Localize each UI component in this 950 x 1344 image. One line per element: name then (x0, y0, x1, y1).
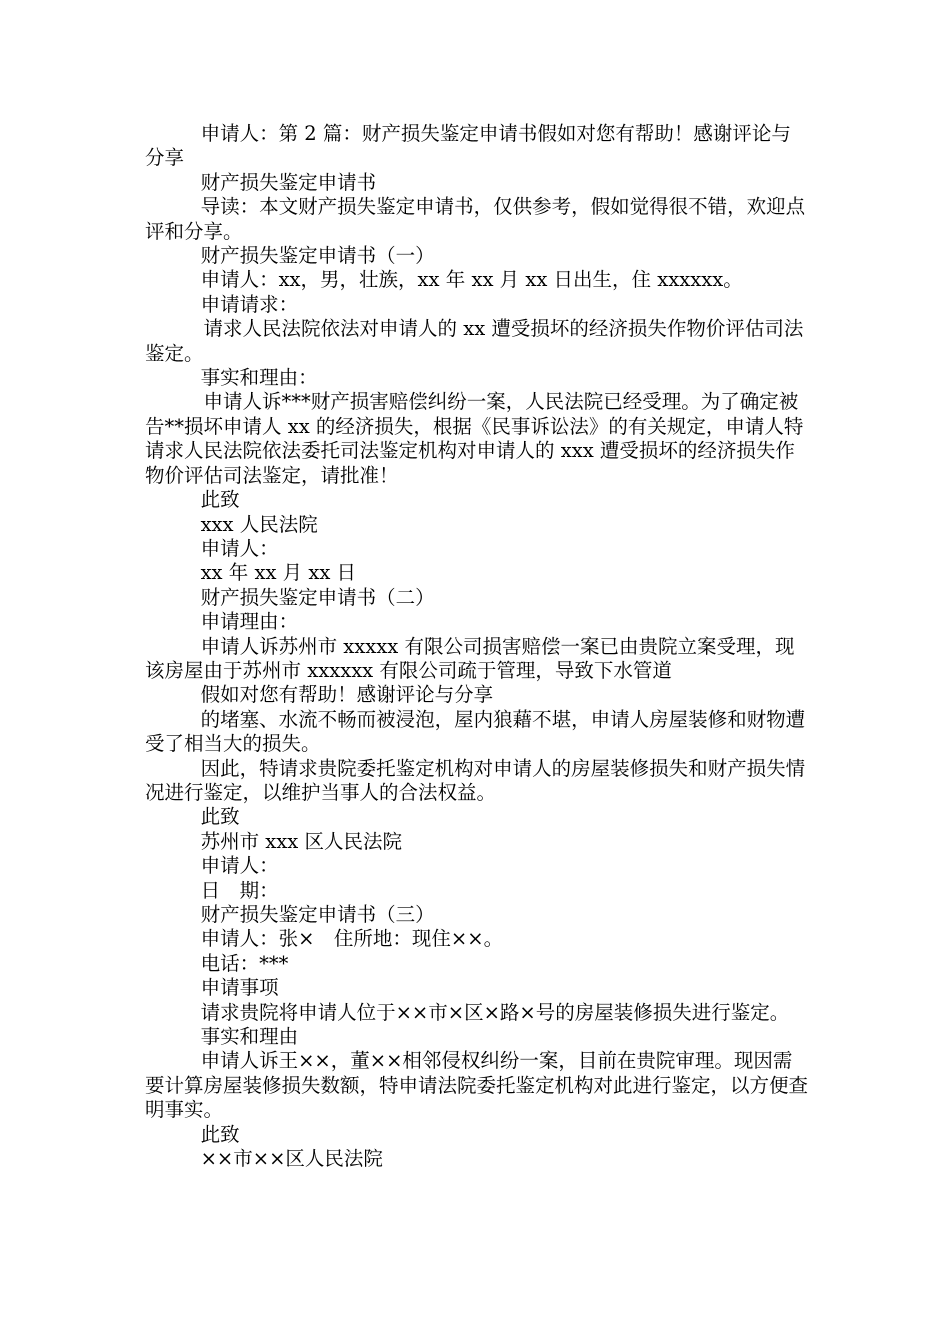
paragraph: 申请理由： (200, 610, 299, 634)
paragraph: 因此，特请求贵院委托鉴定机构对申请人的房屋装修损失和财产损失情况进行鉴定，以维护当事人的合法权益。 (145, 756, 806, 804)
paragraph: 财产损失鉴定申请书（二） (200, 585, 435, 609)
paragraph: 此致 (200, 1122, 240, 1146)
paragraph: 申请人：张× 住所地：现住××。 (200, 927, 504, 951)
paragraph: 此致 (200, 805, 240, 829)
paragraph: 申请请求： (200, 292, 299, 316)
paragraph: 日 期： (200, 878, 279, 902)
paragraph: 事实和理由： (200, 366, 318, 390)
paragraph: 申请事项 (200, 976, 279, 1000)
paragraph: 财产损失鉴定申请书（三） (200, 903, 435, 926)
paragraph: 假如对您有帮助！感谢评论与分享 (200, 683, 494, 707)
paragraph: xx 年 xx 月 xx 日 (200, 561, 357, 585)
paragraph: 的堵塞、水流不畅而被浸泡，屋内狼藉不堪，申请人房屋装修和财物遭受了相当大的损失。 (145, 707, 806, 756)
paragraph: 财产损失鉴定申请书 (200, 170, 377, 194)
paragraph: 申请人：xx，男，壮族，xx 年 xx 月 xx 日出生，住 xxxxxx。 (200, 268, 743, 292)
paragraph: 事实和理由 (200, 1025, 299, 1049)
paragraph: 申请人：第 2 篇：财产损失鉴定申请书假如对您有帮助！感谢评论与分享 (145, 122, 791, 170)
document-body (145, 122, 810, 1171)
paragraph: 苏州市 xxx 区人民法院 (200, 829, 402, 853)
paragraph: 财产损失鉴定申请书（一） (200, 244, 435, 268)
paragraph: 申请人诉王××，董××相邻侵权纠纷一案，目前在贵院审理。现因需要计算房屋装修损失数额，特申请法院委托鉴定机构对此进行鉴定，以方便查明事实。 (145, 1049, 809, 1122)
paragraph: 申请人： (200, 854, 279, 878)
paragraph: 申请人诉苏州市 xxxxx 有限公司损害赔偿一案已由贵院立案受理，现该房屋由于苏州市 xxxxxx 有限公司疏于管理，导致下水管道 (145, 634, 795, 682)
paragraph: 导读：本文财产损失鉴定申请书，仅供参考，假如觉得很不错，欢迎点评和分享。 (145, 195, 806, 243)
paragraph: 请求人民法院依法对申请人的 xx 遭受损坏的经济损失作物价评估司法鉴定。 (145, 317, 804, 365)
paragraph: ××市××区人民法院 (200, 1147, 383, 1171)
paragraph: 请求贵院将申请人位于××市×区×路×号的房屋装修损失进行鉴定。 (200, 1000, 790, 1024)
paragraph: xxx 人民法院 (200, 512, 318, 536)
paragraph: 申请人诉***财产损害赔偿纠纷一案，人民法院已经受理。为了确定被告**损坏申请人 xx 的经济损失，根据《民事诉讼法》的有关规定，申请人特请求人民法院依法委托司法鉴定机构对申请人的 xxx 遭受损坏的经济损失作物价评估司法鉴定，请批准！ (145, 390, 804, 487)
paragraph: 电话：*** (200, 951, 289, 975)
paragraph: 此致 (200, 488, 240, 512)
paragraph: 申请人： (200, 536, 279, 560)
